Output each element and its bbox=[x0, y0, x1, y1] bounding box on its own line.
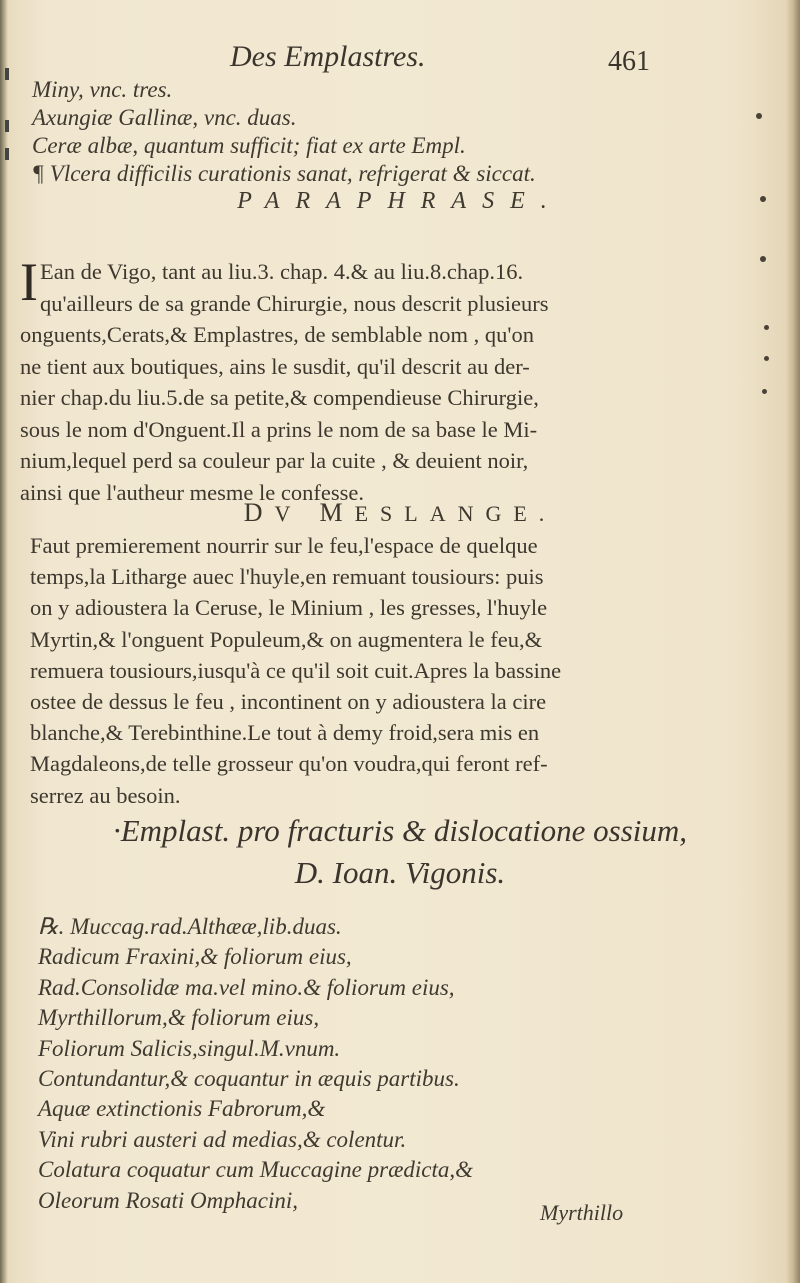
ink-spot bbox=[764, 325, 769, 330]
prescription-line: ℞. Muccag.rad.Althææ,lib.duas. bbox=[38, 914, 342, 939]
prescription-line: Oleorum Rosati Omphacini, bbox=[38, 1187, 299, 1213]
melange-heading-cap: M bbox=[319, 498, 355, 527]
melange-heading bbox=[0, 498, 800, 528]
emplaster-title bbox=[0, 810, 800, 894]
page-header bbox=[200, 40, 650, 80]
paragraph-line: temps,la Litharge auec l'huyle,en remuant tousiours: puis bbox=[30, 564, 544, 590]
paragraph-line: blanche,& Terebinthine.Le tout à demy froid,sera mis en bbox=[30, 720, 540, 746]
margin-mark bbox=[5, 120, 9, 132]
paragraph-line: Myrtin,& l'onguent Populeum,& on augmentera le feu,& bbox=[30, 626, 543, 652]
paragraph-line: sous le nom d'Onguent.Il a prins le nom de sa base le Mi- bbox=[20, 416, 538, 442]
paragraph-line: ainsi que l'autheur mesme le confesse. bbox=[20, 479, 364, 505]
paragraph-line: qu'ailleurs de sa grande Chirurgie, nous descrit plusieurs bbox=[39, 290, 549, 316]
running-title: Des Emplastres. bbox=[230, 40, 426, 73]
melange-heading-rest: V bbox=[274, 501, 302, 526]
paragraph-line: remuera tousiours,iusqu'à ce qu'il soit cuit.Apres la bassine bbox=[30, 657, 562, 683]
paraphrase-paragraph bbox=[20, 252, 740, 508]
prescription-line: Myrthillorum,& foliorum eius, bbox=[38, 1005, 320, 1031]
ink-spot bbox=[764, 356, 769, 361]
ink-spot bbox=[762, 389, 767, 394]
emplaster-title-line: ·Emplast. pro fracturis & dislocatione ossium, bbox=[112, 813, 688, 848]
prescription-line: Colatura coquatur cum Muccagine prædicta,& bbox=[38, 1157, 474, 1183]
page-number: 461 bbox=[608, 46, 650, 77]
paragraph-line: Ean de Vigo, tant au liu.3. chap. 4.& au liu.8.chap.16. bbox=[39, 259, 524, 284]
paragraph-line: ostee de dessus le feu , incontinent on y adioustera la cire bbox=[30, 689, 547, 715]
ink-spot bbox=[756, 113, 762, 119]
emplaster-title-line: D. Ioan. Vigonis. bbox=[294, 855, 506, 890]
paragraph-line: nium,lequel perd sa couleur par la cuite , & deuient noir, bbox=[20, 448, 529, 473]
ink-spot bbox=[760, 196, 766, 202]
ink-spot bbox=[760, 256, 766, 262]
paragraph-line: nier chap.du liu.5.de sa petite,& compendieuse Chirurgie, bbox=[20, 385, 539, 410]
drop-cap: I bbox=[20, 252, 38, 312]
recipe-line: Axungiæ Gallinæ, vnc. duas. bbox=[32, 105, 297, 130]
paragraph-line: on y adioustera la Ceruse, le Minium , les gresses, l'huyle bbox=[30, 595, 548, 621]
paragraph-line: Magdaleons,de telle grosseur qu'on voudra,qui feront ref- bbox=[30, 751, 548, 777]
prescription-line: Vini rubri austeri ad medias,& colentur. bbox=[38, 1126, 407, 1152]
paragraph-line: onguents,Cerats,& Emplastres, de semblable nom , qu'on bbox=[20, 322, 534, 347]
catchword: Myrthillo bbox=[540, 1200, 624, 1225]
paraphrase-heading: PARAPHRASE. bbox=[237, 188, 563, 214]
prescription-line: Rad.Consolidæ ma.vel mino.& foliorum eius, bbox=[38, 974, 455, 1000]
recipe-continuation bbox=[32, 76, 772, 188]
prescription-line: Radicum Fraxini,& foliorum eius, bbox=[38, 944, 352, 970]
paragraph-line: ne tient aux boutiques, ains le susdit, qu'il descrit au der- bbox=[20, 353, 530, 379]
margin-mark bbox=[5, 68, 9, 80]
recipe-line: Ceræ albæ, quantum sufficit; fiat ex arte Empl. bbox=[32, 133, 466, 158]
recipe-line: ¶ Vlcera difficilis curationis sanat, refrigerat & siccat. bbox=[32, 161, 536, 186]
margin-mark bbox=[5, 148, 9, 160]
recipe-line: Miny, vnc. tres. bbox=[32, 77, 173, 102]
paragraph-line: Faut premierement nourrir sur le feu,l'espace de quelque bbox=[30, 533, 538, 558]
prescription bbox=[38, 912, 778, 1216]
prescription-line: Contundantur,& coquantur in æquis partibus. bbox=[38, 1066, 460, 1092]
melange-heading-cap: D bbox=[243, 498, 275, 527]
paragraph-line: serrez au besoin. bbox=[30, 782, 181, 808]
melange-paragraph bbox=[30, 530, 770, 811]
melange-heading-rest: ESLANGE. bbox=[354, 501, 557, 526]
prescription-line: Aquæ extinctionis Fabrorum,& bbox=[38, 1096, 326, 1122]
prescription-line: Foliorum Salicis,singul.M.vnum. bbox=[38, 1035, 341, 1061]
